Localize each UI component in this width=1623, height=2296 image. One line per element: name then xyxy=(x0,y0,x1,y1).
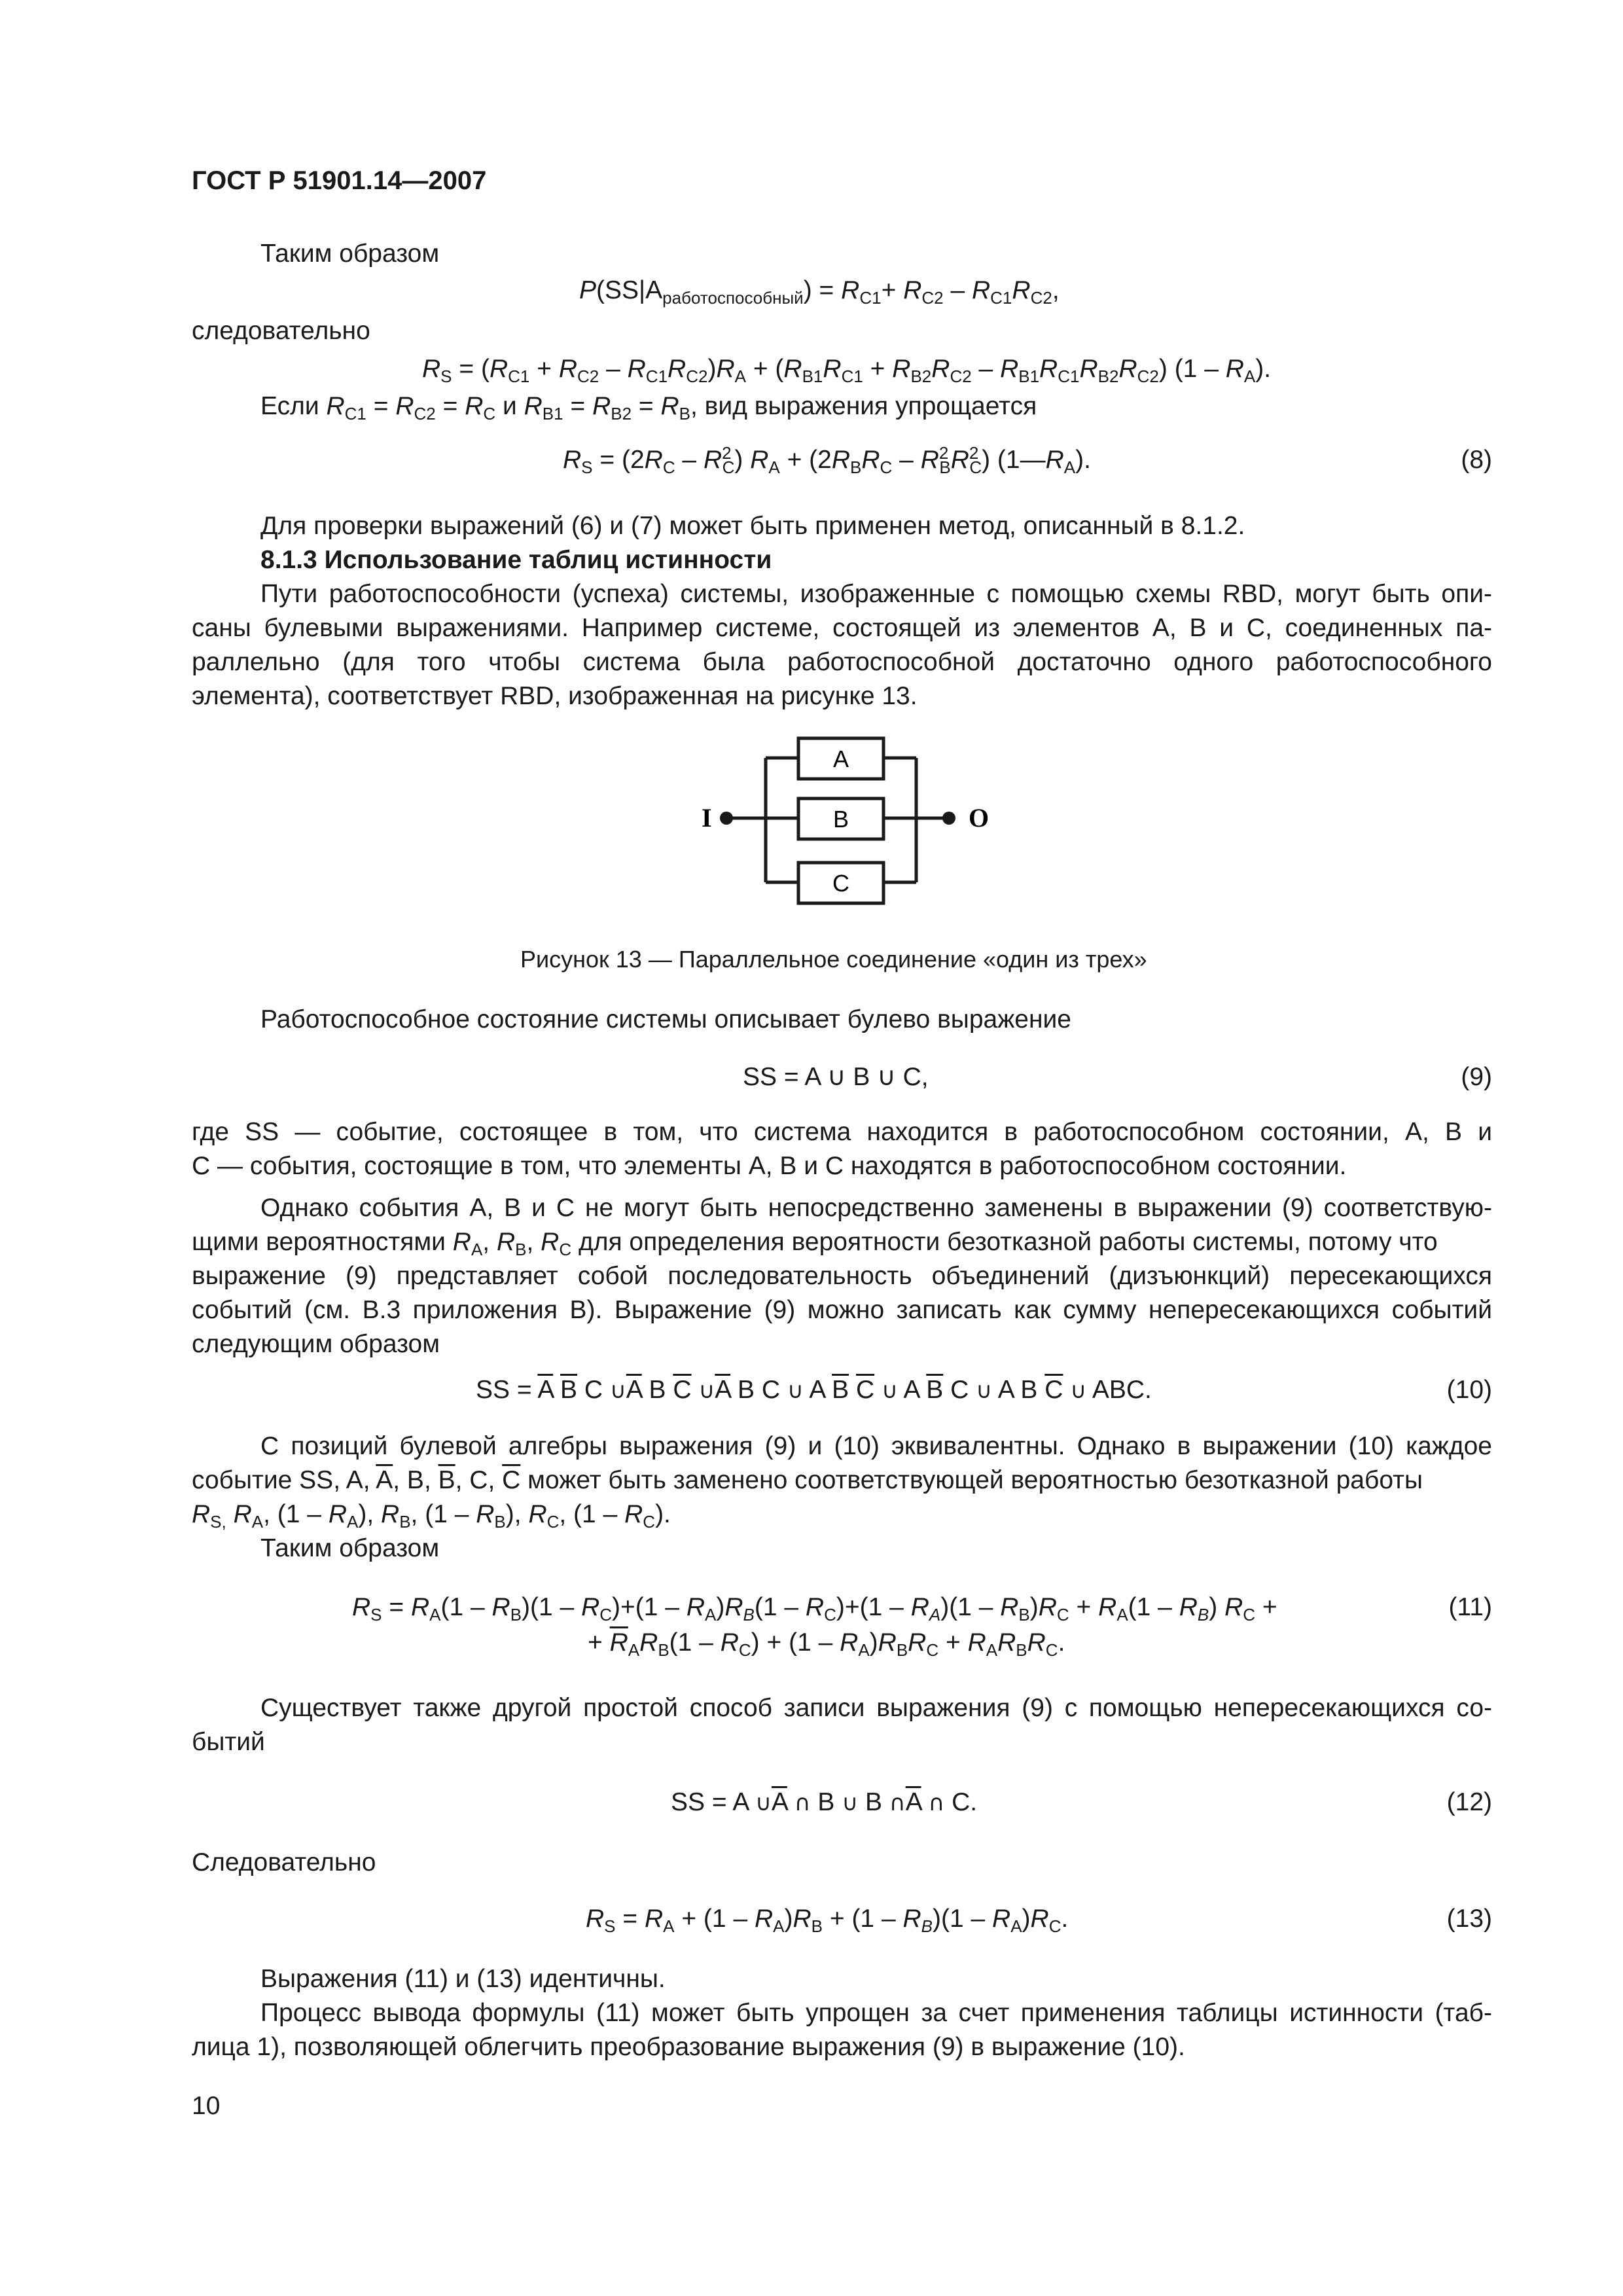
paragraph-line: Пути работоспособности (успеха) системы, изображенные с помощью схемы RBD, могут быть опи- xyxy=(260,580,1492,608)
equation-number: (9) xyxy=(1461,1063,1492,1091)
rbd-diagram xyxy=(687,720,1001,916)
equation-number: (11) xyxy=(1448,1593,1492,1621)
paragraph-text: Работоспособное состояние системы описывает булево выражение xyxy=(260,1005,1071,1033)
paragraph-line: С позиций булевой алгебры выражения (9) и (10) эквивалентны. Однако в выражении (10) каждое xyxy=(260,1432,1492,1460)
paragraph-line: следующим образом xyxy=(192,1330,440,1358)
paragraph-text: Для проверки выражений (6) и (7) может быть применен метод, описанный в 8.1.2. xyxy=(260,512,1245,540)
equation-13: $R_S = R_A + (1 - R_A)R_B + (1 - R_B)(1 - R_A)R_C$. xyxy=(586,1905,1069,1936)
paragraph-line: щими вероятностями $R_A$, $R_B$, $R_C$ для определения вероятности безотказной работы системы, потому что xyxy=(192,1228,1438,1259)
page-number: 10 xyxy=(192,2092,221,2120)
equation-11-line2: + $\overline{R}_AR_B(1 - R_C) + (1 - R_A)R_BR_C + R_AR_BR_C$. xyxy=(588,1628,1065,1660)
equation-rs-full: $R_S = (R_{C1} + R_{C2} - R_{C1}R_{C2})R_A + (R_{B1}R_{C1} + R_{B2}R_{C2} - R_{B1}R_{C1}R_{B2}R_{C2})$ $(1 - R_A)$. xyxy=(422,355,1272,386)
paragraph-line: событий (см. В.3 приложения В). Выражение (9) можно записать как сумму непересекающихся событий xyxy=(192,1296,1492,1324)
paragraph-text: Следовательно xyxy=(192,1848,376,1876)
paragraph-line: раллельно (для того чтобы система была работоспособной достаточно одного работоспособного xyxy=(192,648,1492,676)
equation-8: $R_S = (2R_C - R^2_C) R_A + (2R_BR_C - R^2_BR^2_C)$ $(1—R_A)$. xyxy=(563,443,1091,477)
equation-number: (12) xyxy=(1446,1788,1492,1816)
document-header: ГОСТ Р 51901.14—2007 xyxy=(192,166,487,195)
paragraph-line: событие SS, A, $\overline{A}$, B, $\overline{B}$, C, $\overline{C}$ может быть заменено соответствующей вероятностью безотказной работы xyxy=(192,1466,1423,1494)
output-node xyxy=(942,812,955,825)
equation-p-ss: $P(SS|A_{работоспособный}) = R_{C1}+ R_{C2} - R_{C1}R_{C2}$, xyxy=(579,276,1060,308)
paragraph-line: $R_{S,}$ $R_A$, $(1 - R_A)$, $R_B$, $(1 - R_B)$, $R_C$, $(1 - R_C)$. xyxy=(192,1500,671,1532)
output-label: O xyxy=(969,803,990,833)
paragraph-text: Выражения (11) и (13) идентичны. xyxy=(260,1965,666,1993)
paragraph-text: Если $R_{C1} = R_{C2} = R_C$ и $R_{B1} = R_{B2} = R_B$, вид выражения упрощается xyxy=(260,392,1037,423)
input-label: I xyxy=(702,803,712,833)
paragraph-line: Существует также другой простой способ записи выражения (9) с помощью непересекающихся со- xyxy=(260,1694,1492,1722)
paragraph-line: элемента), соответствует RBD, изображенная на рисунке 13. xyxy=(192,682,918,710)
section-heading: 8.1.3 Использование таблиц истинности xyxy=(260,546,772,574)
paragraph-line: С — события, состоящие в том, что элементы А, В и С находятся в работоспособном состоянии. xyxy=(192,1152,1347,1180)
paragraph-line: где SS — событие, состоящее в том, что система находится в работоспособном состоянии, А, В и xyxy=(192,1118,1492,1146)
equation-12: SS = A $\cup\overline{A}$ ∩ B ∪ B $\cap\overline{A}$ ∩ C. xyxy=(671,1788,978,1816)
paragraph-line: саны булевыми выражениями. Например системе, состоящей из элементов А, В и С, соединенных па- xyxy=(192,614,1492,642)
paragraph-line: лица 1), позволяющей облегчить преобразование выражения (9) в выражение (10). xyxy=(192,2033,1185,2061)
equation-number: (13) xyxy=(1446,1905,1492,1933)
block-c-label: C xyxy=(832,870,849,897)
paragraph-text: Таким образом xyxy=(260,1534,440,1562)
figure-caption: Рисунок 13 — Параллельное соединение «один из трех» xyxy=(520,946,1147,973)
block-b-label: B xyxy=(832,806,849,833)
paragraph-line: бытий xyxy=(192,1728,265,1756)
paragraph-line: Процесс вывода формулы (11) может быть упрощен за счет применения таблицы истинности (таб- xyxy=(260,1999,1492,2027)
equation-10: SS = $\overline{A}$ $\overline{B}$ C $\cup\overline{A}$ B $\overline{C}$ $\cup\overline{A}$ B C ∪ A $\overline{B}$ $\overline{C}$ ∪ A $\overline{B}$ C ∪ A B $\overline{C}$ ∪ ABC. xyxy=(476,1376,1152,1404)
equation-9: SS = A ∪ B ∪ C, xyxy=(743,1063,929,1091)
input-node xyxy=(720,812,733,825)
paragraph-text: следовательно xyxy=(192,317,370,345)
equation-number: (10) xyxy=(1446,1376,1492,1404)
equation-11-line1: $R_S = R_A(1 - R_B)(1 - R_C)+(1 - R_A)R_B(1 - R_C)+(1 - R_A)(1 - R_B)R_C + R_A(1 - R_B) R_C$ + xyxy=(352,1593,1277,1624)
paragraph-line: Однако события А, В и С не могут быть непосредственно заменены в выражении (9) соответствую- xyxy=(260,1194,1492,1222)
paragraph-text: Таким образом xyxy=(260,240,440,268)
block-a-label: A xyxy=(832,745,849,772)
equation-number: (8) xyxy=(1461,446,1492,474)
paragraph-line: выражение (9) представляет собой последовательность объединений (дизъюнкций) пересекающихся xyxy=(192,1262,1492,1290)
